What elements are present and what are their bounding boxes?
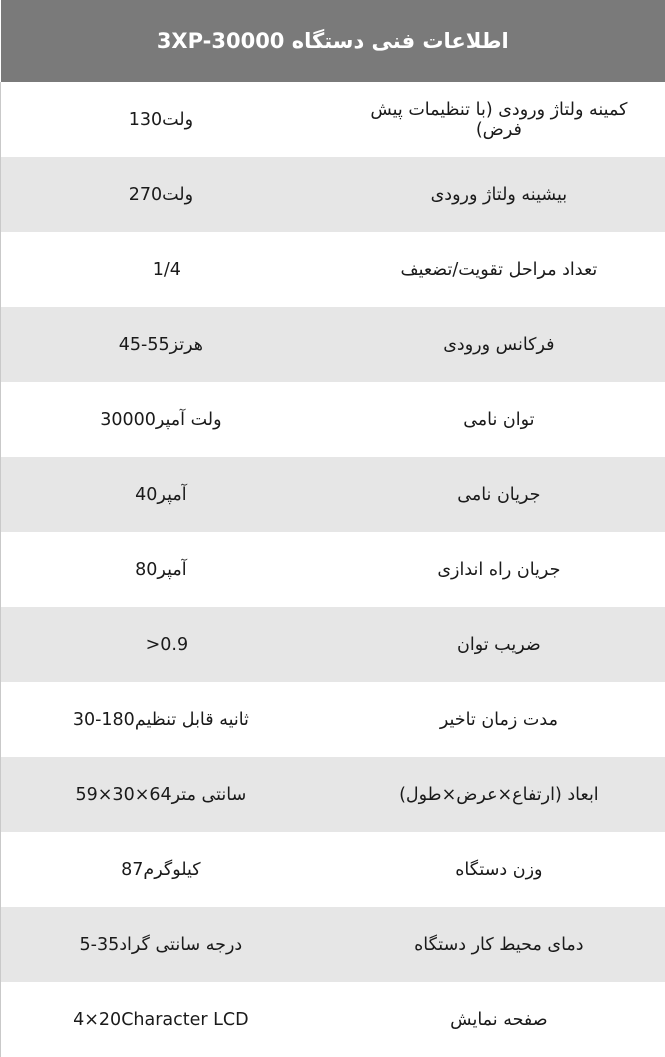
spec-unit: درجه سانتی گراد — [119, 935, 242, 955]
spec-value-group — [146, 635, 189, 655]
spec-label-cell: فرکانس ورودی — [333, 307, 665, 382]
spec-value-cell — [1, 232, 333, 307]
spec-label-cell: جریان نامی — [333, 457, 665, 532]
table-row — [1, 457, 665, 532]
table-row — [1, 982, 665, 1057]
table-row — [1, 832, 665, 907]
spec-label-cell: توان نامی — [333, 382, 665, 457]
table-title-row — [1, 0, 665, 82]
spec-value-group — [129, 110, 205, 130]
spec-label-cell: وزن دستگاه — [333, 832, 665, 907]
spec-unit: ثانیه قابل تنظیم — [135, 710, 249, 730]
spec-label-cell: دمای محیط کار دستگاه — [333, 907, 665, 982]
table-row — [1, 607, 665, 682]
spec-value-cell — [1, 682, 333, 757]
spec-label-cell: مدت زمان تاخیر — [333, 682, 665, 757]
spec-value: 130 — [129, 110, 162, 130]
spec-unit: سانتی متر — [172, 785, 247, 805]
spec-value-group — [129, 185, 205, 205]
table-row — [1, 757, 665, 832]
page-title: اطلاعات فنی دستگاه 3XP-30000 — [1, 0, 665, 82]
spec-label-cell: تعداد مراحل تقویت/تضعیف — [333, 232, 665, 307]
table-row — [1, 907, 665, 982]
spec-value: >0.9 — [146, 635, 189, 655]
spec-label-cell: صفحه نمایش — [333, 982, 665, 1057]
spec-value: 59×30×64 — [76, 785, 172, 805]
spec-value-group — [73, 710, 261, 730]
table-row — [1, 382, 665, 457]
spec-value-group — [153, 260, 181, 280]
table-row — [1, 532, 665, 607]
specifications-table-body — [1, 0, 665, 1057]
spec-value-cell — [1, 607, 333, 682]
spec-unit: کیلوگرم — [143, 860, 200, 880]
spec-unit: ولت — [162, 110, 193, 130]
spec-value: 87 — [121, 860, 143, 880]
spec-label-cell: کمینه ولتاژ ورودی (با تنظیمات پیش فرض) — [333, 82, 665, 157]
spec-value: 40 — [135, 485, 157, 505]
spec-value-group — [135, 485, 198, 505]
spec-value-cell — [1, 307, 333, 382]
spec-label-cell: ضریب توان — [333, 607, 665, 682]
spec-value-cell — [1, 382, 333, 457]
table-row — [1, 232, 665, 307]
spec-value: 45-55 — [119, 335, 170, 355]
spec-label-cell: ابعاد (ارتفاع×عرض×طول) — [333, 757, 665, 832]
spec-unit: آمپر — [157, 485, 186, 505]
spec-value-cell — [1, 757, 333, 832]
spec-value: 4×20 — [73, 1010, 121, 1030]
spec-value: 80 — [135, 560, 157, 580]
spec-value-group — [100, 410, 233, 430]
spec-value-cell — [1, 157, 333, 232]
spec-value: 30-180 — [73, 710, 135, 730]
spec-unit: Character LCD — [121, 1010, 248, 1030]
spec-label-cell: بیشینه ولتاژ ورودی — [333, 157, 665, 232]
spec-value-group — [119, 335, 215, 355]
spec-value-group — [121, 860, 213, 880]
spec-value-group — [73, 1010, 260, 1030]
spec-value: 5-35 — [80, 935, 120, 955]
table-row — [1, 682, 665, 757]
table-row — [1, 82, 665, 157]
spec-value: 1/4 — [153, 260, 181, 280]
table-row — [1, 157, 665, 232]
spec-value: 270 — [129, 185, 162, 205]
spec-value-cell — [1, 982, 333, 1057]
spec-label-cell: جریان راه اندازی — [333, 532, 665, 607]
spec-value-cell — [1, 82, 333, 157]
spec-unit: ولت آمپر — [156, 410, 222, 430]
spec-value-cell — [1, 832, 333, 907]
spec-unit: هرتز — [170, 335, 203, 355]
spec-unit: ولت — [162, 185, 193, 205]
spec-value-group — [76, 785, 259, 805]
spec-value-cell — [1, 532, 333, 607]
spec-value-cell — [1, 457, 333, 532]
spec-value-group — [80, 935, 255, 955]
table-row — [1, 307, 665, 382]
spec-value-cell — [1, 907, 333, 982]
spec-value-group — [135, 560, 198, 580]
spec-unit: آمپر — [157, 560, 186, 580]
spec-value: 30000 — [100, 410, 156, 430]
